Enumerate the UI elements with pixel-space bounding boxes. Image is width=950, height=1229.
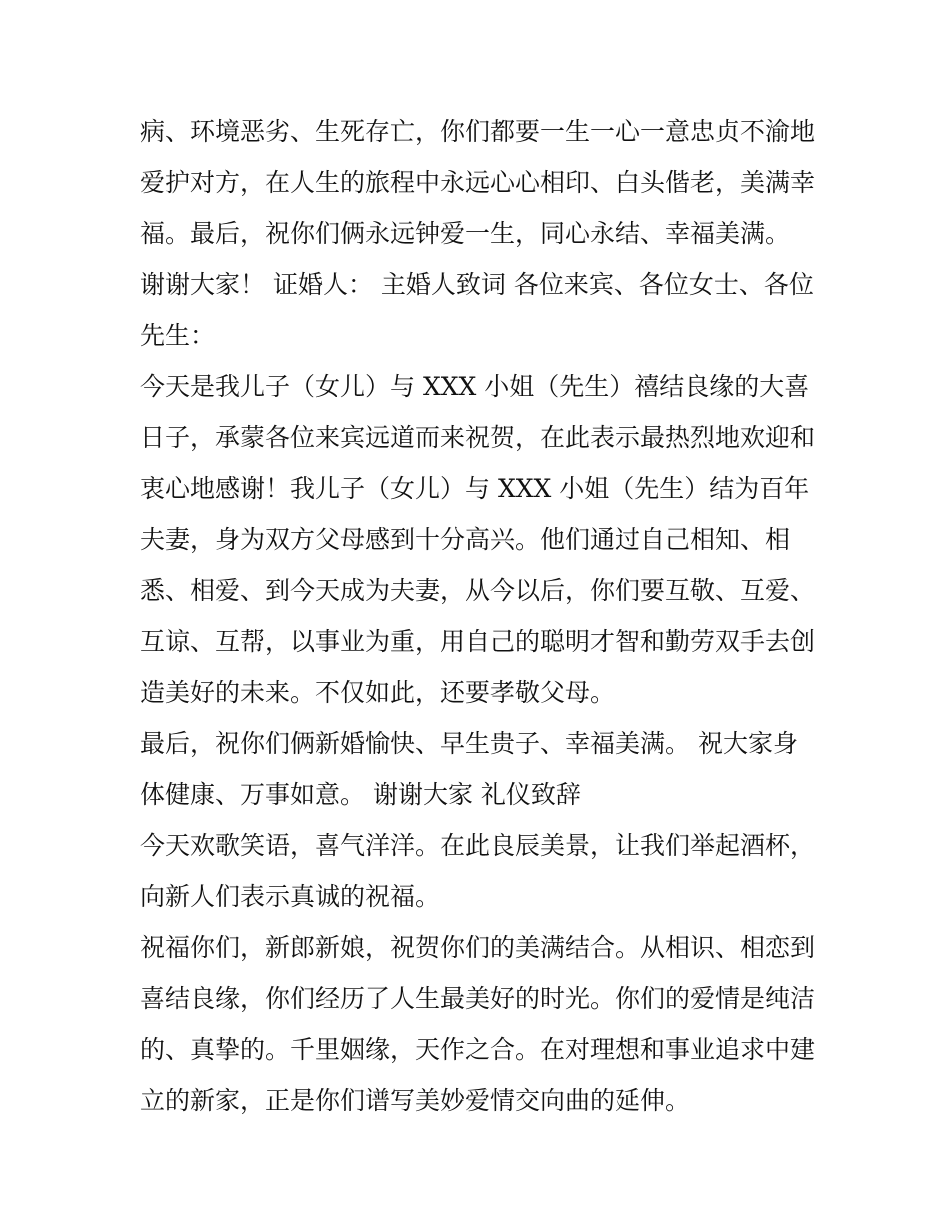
text-line: 造美好的未来。不仅如此，还要孝敬父母。 — [140, 678, 616, 707]
text-line: 立的新家，正是你们谱写美妙爱情交向曲的延伸。 — [140, 1086, 691, 1115]
text-line: 的、真挚的。千里姻缘，天作之合。在对理想和事业追求中建 — [140, 1035, 816, 1064]
text-line: 谢谢大家！ 证婚人： 主婚人致词 各位来宾、各位女士、各位 — [140, 270, 814, 299]
text-line: 体健康、万事如意。 谢谢大家 礼仪致辞 — [140, 780, 581, 809]
document-body — [140, 106, 820, 1126]
text-line: 喜结良缘，你们经历了人生最美好的时光。你们的爱情是纯洁 — [140, 984, 816, 1013]
text-line: 日子，承蒙各位来宾远道而来祝贺，在此表示最热烈地欢迎和 — [140, 423, 816, 452]
text-line: 先生： — [140, 321, 216, 350]
text-line: 祝福你们，新郎新娘，祝贺你们的美满结合。从相识、相恋到 — [140, 933, 816, 962]
text-line: 今天欢歌笑语，喜气洋洋。在此良辰美景，让我们举起酒杯， — [140, 831, 816, 860]
text-line: 夫妻，身为双方父母感到十分高兴。他们通过自己相知、相 — [140, 525, 791, 554]
text-line: 今天是我儿子（女儿）与 XXX 小姐（先生）禧结良缘的大喜 — [140, 372, 810, 401]
text-line: 最后，祝你们俩新婚愉快、早生贵子、幸福美满。 祝大家身 — [140, 729, 798, 758]
text-line: 福。最后，祝你们俩永远钟爱一生，同心永结、幸福美满。 — [140, 219, 791, 248]
text-line: 悉、相爱、到今天成为夫妻，从今以后，你们要互敬、互爱、 — [140, 576, 816, 605]
text-line: 爱护对方，在人生的旅程中永远心心相印、白头偕老，美满幸 — [140, 168, 816, 197]
text-line: 衷心地感谢！我儿子（女儿）与 XXX 小姐（先生）结为百年 — [140, 474, 810, 503]
text-line: 向新人们表示真诚的祝福。 — [140, 882, 441, 911]
text-line: 互谅、互帮，以事业为重，用自己的聪明才智和勤劳双手去创 — [140, 627, 816, 656]
text-line: 病、环境恶劣、生死存亡，你们都要一生一心一意忠贞不渝地 — [140, 117, 816, 146]
